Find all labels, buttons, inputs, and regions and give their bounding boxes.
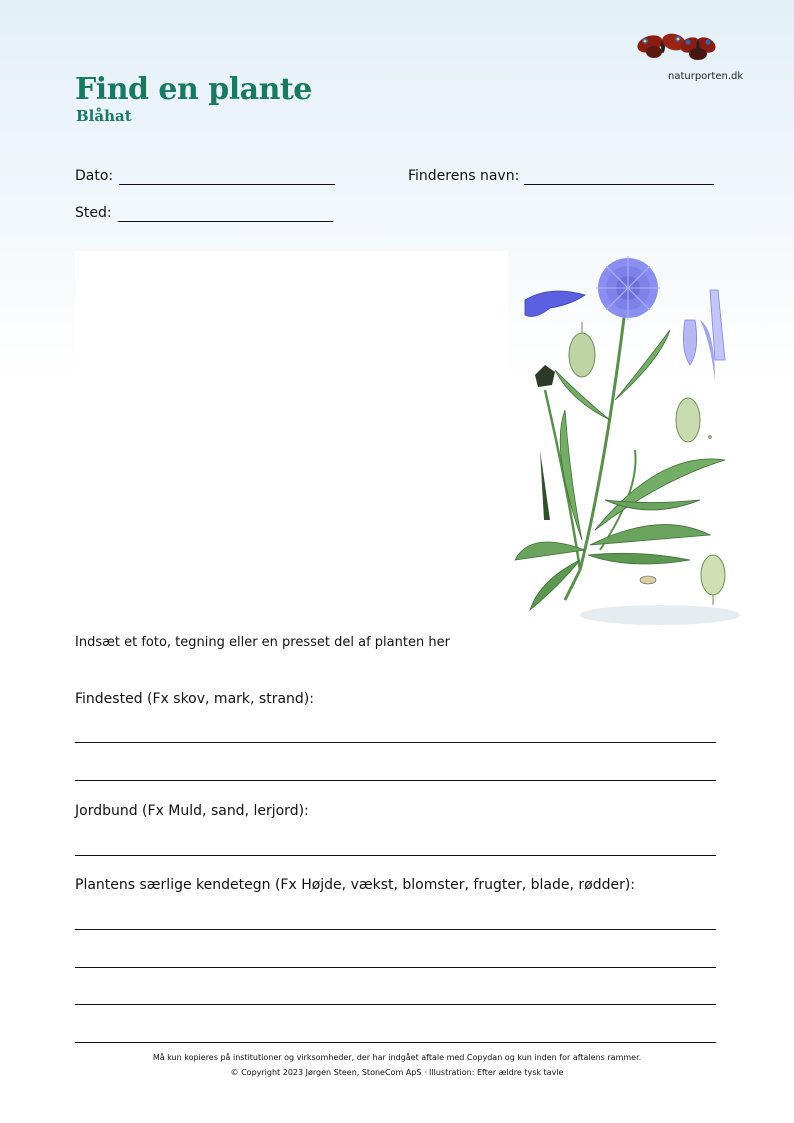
- finder-name-field[interactable]: [524, 183, 714, 185]
- features-line-3[interactable]: [75, 1004, 716, 1005]
- date-label: Dato:: [75, 168, 114, 184]
- photo-instruction: Indsæt et foto, tegning eller en presset del af planten her: [75, 635, 450, 650]
- footer-copyright: © Copyright 2023 Jørgen Steen, StoneCom ApS · Illustration: Efter ældre tysk tavle: [230, 1068, 564, 1077]
- photo-area[interactable]: [75, 251, 508, 374]
- features-line-1[interactable]: [75, 929, 716, 930]
- butterfly-icon: [636, 28, 716, 64]
- habitat-label: Findested (Fx skov, mark, strand):: [75, 691, 314, 707]
- features-line-4[interactable]: [75, 1042, 716, 1043]
- habitat-line-2[interactable]: [75, 780, 716, 781]
- place-label: Sted:: [75, 205, 112, 221]
- brand-name: naturporten.dk: [668, 71, 744, 82]
- features-line-2[interactable]: [75, 967, 716, 968]
- features-label: Plantens særlige kendetegn (Fx Højde, vækst, blomster, frugter, blade, rødder):: [75, 877, 636, 893]
- soil-label: Jordbund (Fx Muld, sand, lerjord):: [75, 803, 309, 819]
- footer-license: Må kun kopieres på institutioner og virksomheder, der har indgået aftale med Copydan og kun inden for aftalens rammer.: [152, 1053, 642, 1062]
- soil-line-1[interactable]: [75, 855, 716, 856]
- finder-name-label: Finderens navn:: [408, 168, 520, 184]
- page-title: Find en plante: [75, 72, 312, 107]
- plant-name: Blåhat: [76, 107, 132, 125]
- plant-illustration: [510, 250, 755, 635]
- habitat-line-1[interactable]: [75, 742, 716, 743]
- date-field[interactable]: [119, 183, 335, 185]
- place-field[interactable]: [118, 220, 333, 222]
